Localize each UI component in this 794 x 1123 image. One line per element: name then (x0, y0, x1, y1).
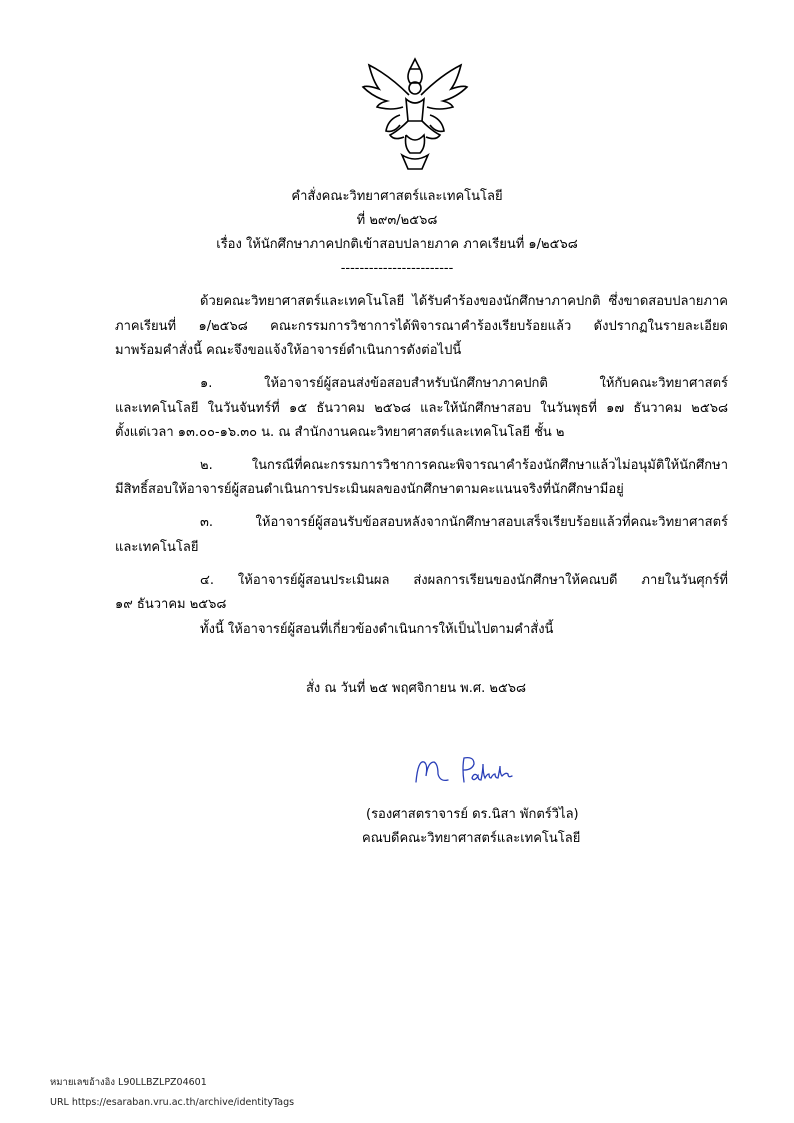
item-1-line: ตั้งแต่เวลา ๑๓.๐๐-๑๖.๓๐ น. ณ สำนักงานคณะวิทยาศาสตร์และเทคโนโลยี ชั้น ๒ (115, 425, 565, 440)
item-2-line: มีสิทธิ์สอบให้อาจารย์ผู้สอนดำเนินการประเมินผลของนักศึกษาตามคะแนนจริงที่นักศึกษามีอยู่ (115, 482, 624, 497)
signatory-name: (รองศาสตราจารย์ ดร.นิสา พักตร์วิไล) (366, 807, 579, 822)
intro-line: มาพร้อมคำสั่งนี้ คณะจึงขอแจ้งให้อาจารย์ดำเนินการดังต่อไปนี้ (115, 343, 462, 358)
intro-line: ด้วยคณะวิทยาศาสตร์และเทคโนโลยี ได้รับคำร้องของนักศึกษาภาคปกติ ซึ่งขาดสอบปลายภาค (200, 294, 728, 309)
item-3-line: ๓. ให้อาจารย์ผู้สอนรับข้อสอบหลังจากนักศึกษาสอบเสร็จเรียบร้อยแล้วที่คณะวิทยาศาสตร์ (200, 515, 728, 530)
item-4-line: ๑๙ ธันวาคม ๒๕๖๘ (115, 597, 227, 612)
order-date: สั่ง ณ วันที่ ๒๕ พฤศจิกายน พ.ศ. ๒๕๖๘ (306, 681, 527, 696)
item-4-line: ๔. ให้อาจารย์ผู้สอนประเมินผล ส่งผลการเรียนของนักศึกษาให้คณบดี ภายในวันศุกร์ที่ (200, 573, 728, 588)
item-1-line: ๑. ให้อาจารย์ผู้สอนส่งข้อสอบสำหรับนักศึกษาภาคปกติ ให้กับคณะวิทยาศาสตร์ (200, 376, 728, 391)
item-2-line: ๒. ในกรณีที่คณะกรรมการวิชาการคณะพิจารณาคำร้องนักศึกษาแล้วไม่อนุมัติให้นักศึกษา (200, 458, 728, 473)
order-title: คำสั่งคณะวิทยาศาสตร์และเทคโนโลยี (291, 189, 503, 204)
reference-number: หมายเลขอ้างอิง L90LLBZLPZ04601 (50, 1077, 207, 1088)
handwritten-signature (412, 752, 532, 792)
garuda-emblem (360, 55, 470, 173)
signatory-position: คณบดีคณะวิทยาศาสตร์และเทคโนโลยี (362, 831, 581, 846)
closing-statement: ทั้งนี้ ให้อาจารย์ผู้สอนที่เกี่ยวข้องดำเนินการให้เป็นไปตามคำสั่งนี้ (200, 622, 554, 637)
intro-line: ภาคเรียนที่ ๑/๒๕๖๘ คณะกรรมการวิชาการได้พิจารณาคำร้องเรียบร้อยแล้ว ดังปรากฏในรายละเอียด (115, 319, 728, 334)
separator-line: ------------------------ (340, 261, 454, 276)
order-subject: เรื่อง ให้นักศึกษาภาคปกติเข้าสอบปลายภาค ภาคเรียนที่ ๑/๒๕๖๘ (216, 237, 578, 252)
item-3-line: และเทคโนโลยี (115, 540, 199, 555)
order-number: ที่ ๒๙๓/๒๕๖๘ (356, 213, 438, 228)
item-1-line: และเทคโนโลยี ในวันจันทร์ที่ ๑๕ ธันวาคม ๒๕๖๘ และให้นักศึกษาสอบ ในวันพุธที่ ๑๗ ธันวาคม ๒๕๖๘ (115, 401, 728, 416)
archive-url[interactable]: URL https://esaraban.vru.ac.th/archive/identityTags (50, 1097, 295, 1108)
